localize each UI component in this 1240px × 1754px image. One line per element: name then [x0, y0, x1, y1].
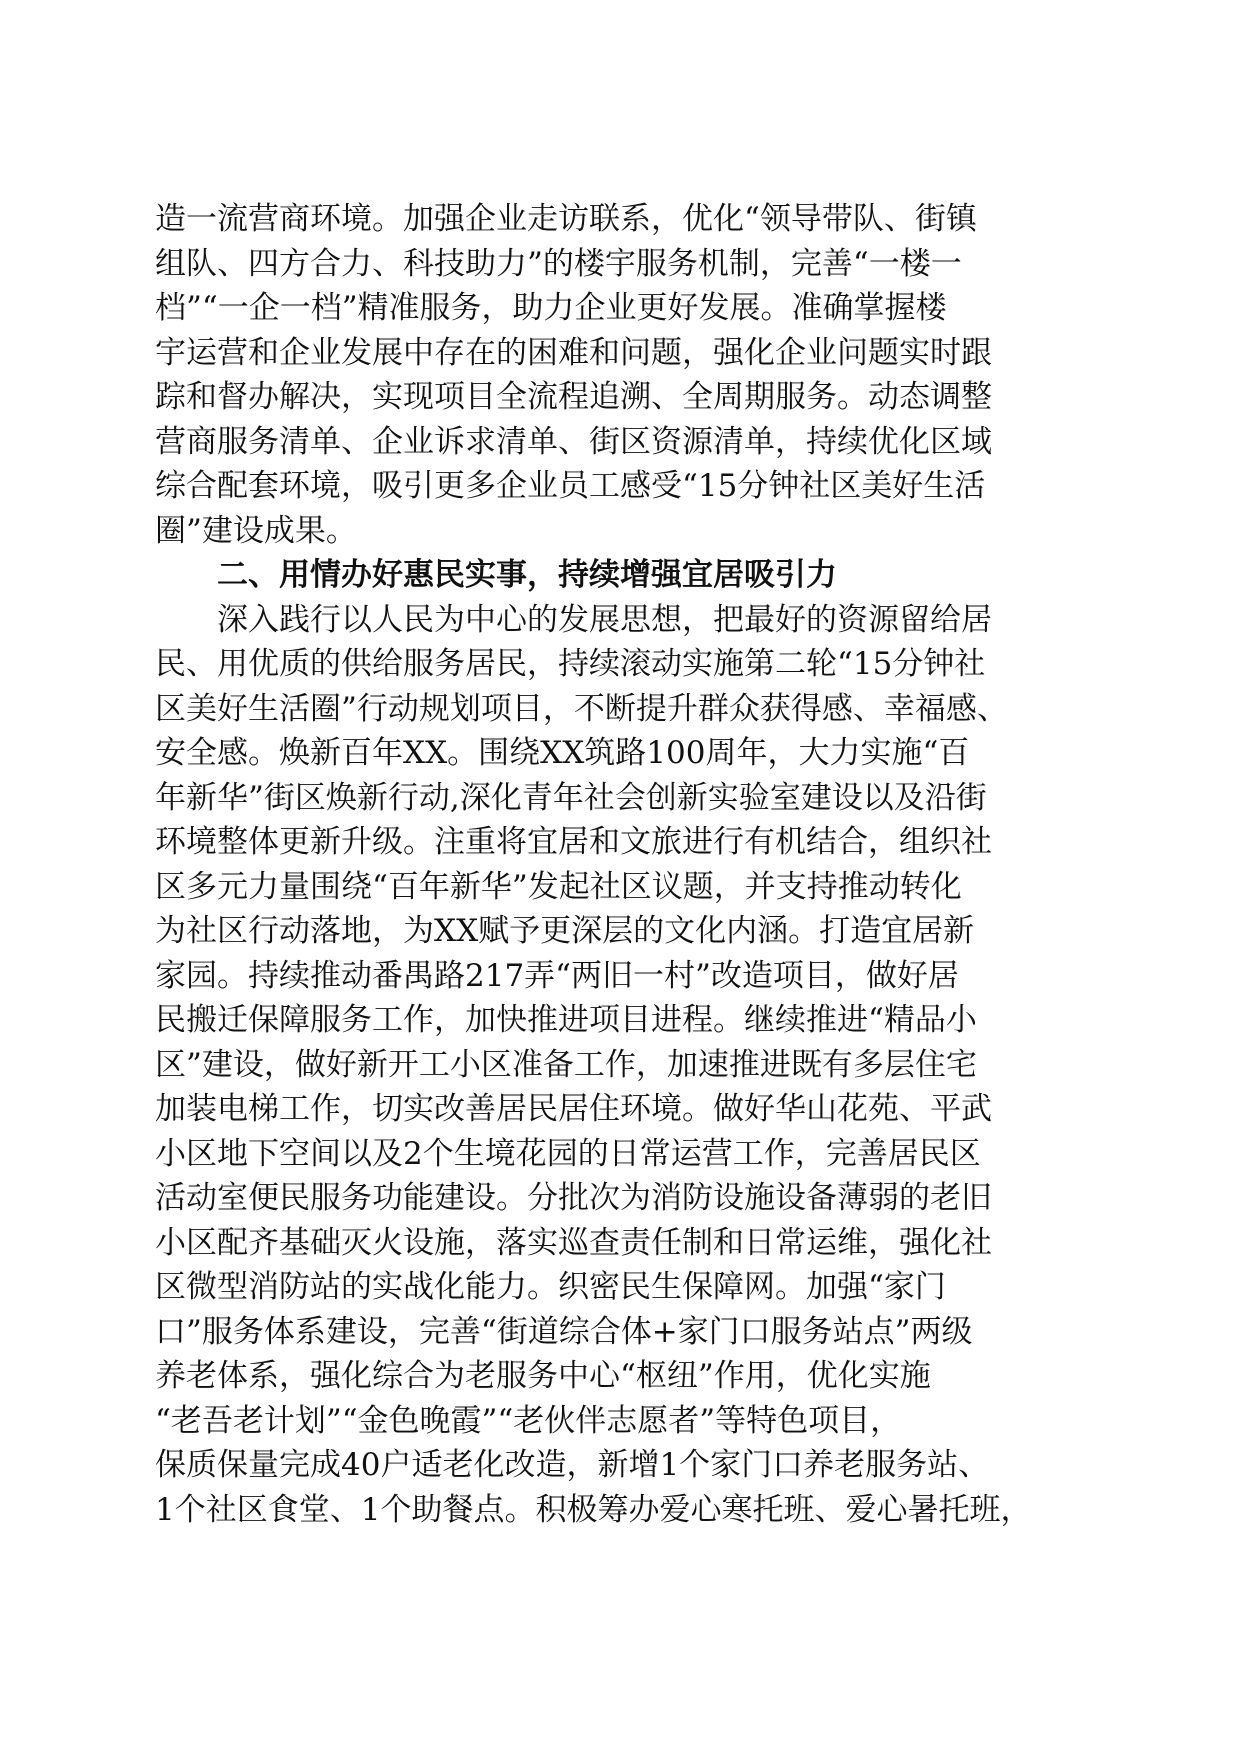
- text-line: 活动室便民服务功能建设。分批次为消防设施设备薄弱的老旧: [155, 1180, 992, 1216]
- text-line: 年新华”街区焕新行动,深化青年社会创新实验室建设以及沿街: [155, 779, 987, 816]
- text-line: 加装电梯工作，切实改善居民居住环境。做好华山花苑、平武: [155, 1091, 992, 1127]
- text-line: 区”建设，做好新开工小区准备工作，加速推进既有多层住宅: [155, 1046, 977, 1083]
- text-line: 养老体系，强化综合为老服务中心“枢纽”作用，优化实施: [155, 1358, 931, 1394]
- text-line: 口”服务体系建设，完善“街道综合体+家门口服务站点”两级: [155, 1313, 973, 1350]
- text-line: 营商服务清单、企业诉求清单、街区资源清单，持续优化区域: [155, 423, 992, 460]
- body-text: [155, 197, 1090, 1532]
- text-line: 造一流营商环境。加强企业走访联系，优化“领导带队、街镇: [155, 201, 977, 237]
- text-line: 保质保量完成40户适老化改造，新增1个家门口养老服务站、: [155, 1447, 990, 1483]
- text-line: 小区配齐基础灭火设施，落实巡查责任制和日常运维，强化社: [155, 1224, 992, 1261]
- text-line: 小区地下空间以及2个生境花园的日常运营工作，完善居民区: [155, 1135, 981, 1172]
- text-line: 组队、四方合力、科技助力”的楼宇服务机制，完善“一楼一: [155, 245, 962, 282]
- text-line: 综合配套环境，吸引更多企业员工感受“15分钟社区美好生活: [155, 468, 986, 504]
- text-line: 安全感。焕新百年XX。围绕XX筑路100周年，大力实施“百: [155, 735, 970, 771]
- section-heading: 二、用情办好惠民实事，持续增强宜居吸引力: [217, 557, 837, 593]
- text-line: 为社区行动落地，为XX赋予更深层的文化内涵。打造宜居新: [155, 913, 975, 949]
- text-line: 档”“一企一档”精准服务，助力企业更好发展。准确掌握楼: [155, 290, 947, 326]
- text-line: 民搬迁保障服务工作，加快推进项目进程。继续推进“精品小: [155, 1002, 977, 1038]
- text-line: 1个社区食堂、1个助餐点。积极筹办爱心寒托班、爱心暑托班，: [155, 1491, 1032, 1528]
- text-line: 圈”建设成果。: [155, 512, 357, 549]
- text-line: 环境整体更新升级。注重将宜居和文旅进行有机结合，组织社: [155, 824, 992, 860]
- text-line: 家园。持续推动番禺路217弄“两旧一村”改造项目，做好居: [155, 957, 959, 994]
- text-line: “老吾老计划”“金色晚霞”“老伙伴志愿者”等特色项目，: [155, 1402, 902, 1439]
- text-line: 区微型消防站的实战化能力。织密民生保障网。加强“家门: [155, 1269, 946, 1305]
- text-line: 宇运营和企业发展中存在的困难和问题，强化企业问题实时跟: [155, 334, 992, 371]
- text-line: 民、用优质的供给服务居民，持续滚动实施第二轮“15分钟社: [155, 646, 986, 682]
- text-line: 区美好生活圈”行动规划项目，不断提升群众获得感、幸福感、: [155, 690, 1008, 727]
- text-line: 踪和督办解决，实现项目全流程追溯、全周期服务。动态调整: [155, 379, 992, 415]
- text-line: 深入践行以人民为中心的发展思想，把最好的资源留给居: [217, 601, 992, 638]
- text-line: 区多元力量围绕“百年新华”发起社区议题，并支持推动转化: [155, 868, 962, 905]
